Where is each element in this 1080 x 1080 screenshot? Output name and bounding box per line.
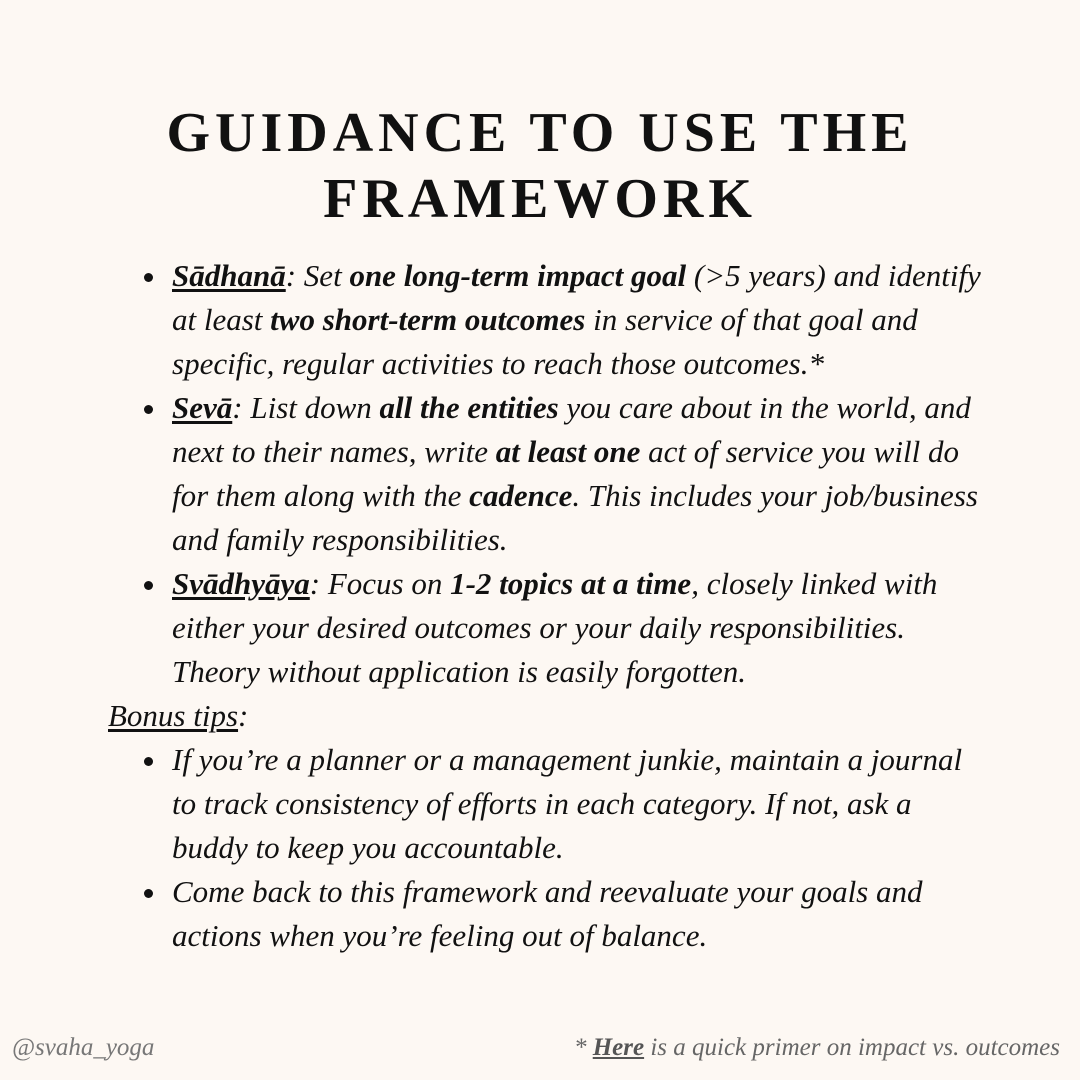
term-svadhyaya: Svādhyāya	[172, 566, 310, 601]
bonus-label: Bonus tips	[108, 698, 239, 733]
framework-list	[108, 254, 988, 694]
text: you care about in the world, and next to their names, write	[172, 390, 971, 469]
list-item-seva	[108, 386, 988, 562]
text: : Focus on	[309, 566, 451, 601]
emphasis: 1-2 topics at a time	[450, 566, 692, 601]
list-item-sadhana	[108, 254, 988, 386]
bonus-heading	[108, 694, 988, 738]
term-sadhana: Sādhanā	[172, 258, 286, 293]
bonus-tip: If you’re a planner or a management junkie, maintain a journal to track consistency of efforts in each category. If not, ask a buddy to keep you accountable.	[108, 738, 988, 870]
text: in service of that goal and specific, regular activities to reach those outcomes.*	[172, 302, 918, 381]
title-line-1: GUIDANCE TO USE THE	[166, 102, 914, 164]
content	[108, 254, 988, 958]
emphasis: all the entities	[379, 390, 559, 425]
footnote-prefix: *	[573, 1034, 593, 1061]
text: (>5 years) and identify at least	[172, 258, 981, 337]
emphasis: cadence	[469, 478, 573, 513]
emphasis: at least one	[495, 434, 641, 469]
footnote-text: is a quick primer on impact vs. outcomes	[644, 1034, 1060, 1061]
list-item-svadhyaya	[108, 562, 988, 694]
text: : List down	[232, 390, 380, 425]
text: act of service you will do for them along with the	[172, 434, 959, 513]
text: . This includes your job/business and family responsibilities.	[172, 478, 978, 557]
author-handle: @svaha_yoga	[12, 1034, 155, 1061]
bonus-colon: :	[238, 698, 249, 733]
text: : Set	[285, 258, 350, 293]
term-seva: Sevā	[172, 390, 233, 425]
emphasis: one long-term impact goal	[349, 258, 687, 293]
bonus-list	[108, 738, 988, 958]
text: , closely linked with either your desired outcomes or your daily responsibilities. Theory without application is easily forgotten.	[172, 566, 938, 689]
emphasis: two short-term outcomes	[270, 302, 586, 337]
page-title	[0, 100, 1080, 232]
footnote-link[interactable]: Here	[592, 1034, 645, 1061]
footnote	[574, 1034, 1060, 1062]
bonus-tip: Come back to this framework and reevaluate your goals and actions when you’re feeling out of balance.	[108, 870, 988, 958]
title-line-2: FRAMEWORK	[323, 168, 757, 230]
